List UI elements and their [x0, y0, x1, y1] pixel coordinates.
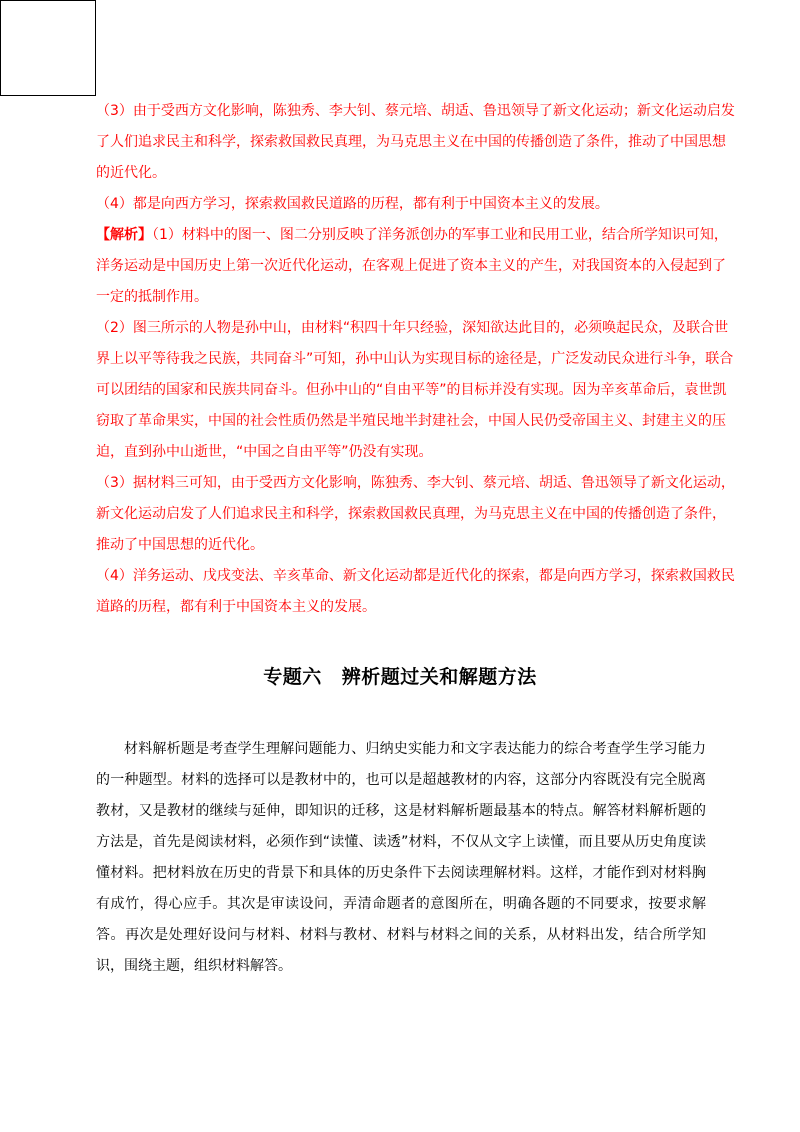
- analysis-paragraph-3: （3）据材料三可知，由于受西方文化影响，陈独秀、李大钊、蔡元培、胡适、鲁迅领导了新文化运动，新文化运动启发了人们追求民主和科学，探索救国救民真理，为马克思主义在中国的传播创造了条件，推动了中国思想的近代化。: [96, 475, 735, 553]
- answer-paragraph-4: （4）都是向西方学习，探索救国救民道路的历程，都有利于中国资本主义的发展。: [96, 196, 609, 212]
- answer-paragraph-3: （3）由于受西方文化影响，陈独秀、李大钊、蔡元培、胡适、鲁迅领导了新文化运动；新文化运动启发了人们追求民主和科学，探索救国救民真理，为马克思主义在中国的传播创造了条件，推动了中国思想的近代化。: [96, 103, 735, 181]
- analysis-tag: 【解析】: [96, 227, 152, 243]
- section-title-text: 辨析题过关和解题方法: [341, 666, 537, 688]
- analysis-paragraph-4: （4）洋务运动、戊戌变法、辛亥革命、新文化运动都是近代化的探索，都是向西方学习，探索救国救民道路的历程，都有利于中国资本主义的发展。: [96, 568, 735, 615]
- section-title-number: 专题六: [263, 666, 322, 688]
- section-title: [0, 662, 800, 689]
- analysis-paragraph-1: [96, 220, 736, 313]
- corner-box: [0, 0, 96, 96]
- answer-section: [96, 96, 736, 623]
- analysis-text-1: （1）材料中的图一、图二分别反映了洋务派创办的军事工业和民用工业，结合所学知识可知，洋务运动是中国历史上第一次近代化运动，在客观上促进了资本主义的产生，对我国资本的入侵起到了一定的抵制作用。: [96, 227, 728, 305]
- intro-paragraph: 材料解析题是考查学生理解问题能力、归纳史实能力和文字表达能力的综合考查学生学习能力的一种题型。材料的选择可以是教材中的，也可以是超越教材的内容，这部分内容既没有完全脱离教材，又是教材的继续与延伸，即知识的迁移，这是材料解析题最基本的特点。解答材料解析题的方法是，首先是阅读材料，必须作到“读懂、读透”材料，不仅从文字上读懂，而且要从历史角度读懂材料。把材料放在历史的背景下和具体的历史条件下去阅读理解材料。这样，才能作到对材料胸有成竹，得心应手。其次是审读设问，弄清命题者的意图所在，明确各题的不同要求，按要求解答。再次是处理好设问与材料、材料与教材、材料与材料之间的关系，从材料出发，结合所学知识，围绕主题，组织材料解答。: [96, 741, 706, 974]
- analysis-paragraph-2: （2）图三所示的人物是孙中山，由材料“积四十年只经验，深知欲达此目的，必须唤起民众，及联合世界上以平等待我之民族，共同奋斗”可知，孙中山认为实现目标的途径是，广泛发动民众进行斗争，联合可以团结的国家和民族共同奋斗。但孙中山的“自由平等”的目标并没有实现。因为辛亥革命后，袁世凯窃取了革命果实，中国的社会性质仍然是半殖民地半封建社会，中国人民仍受帝国主义、封建主义的压迫，直到孙中山逝世，“中国之自由平等”仍没有实现。: [96, 320, 734, 460]
